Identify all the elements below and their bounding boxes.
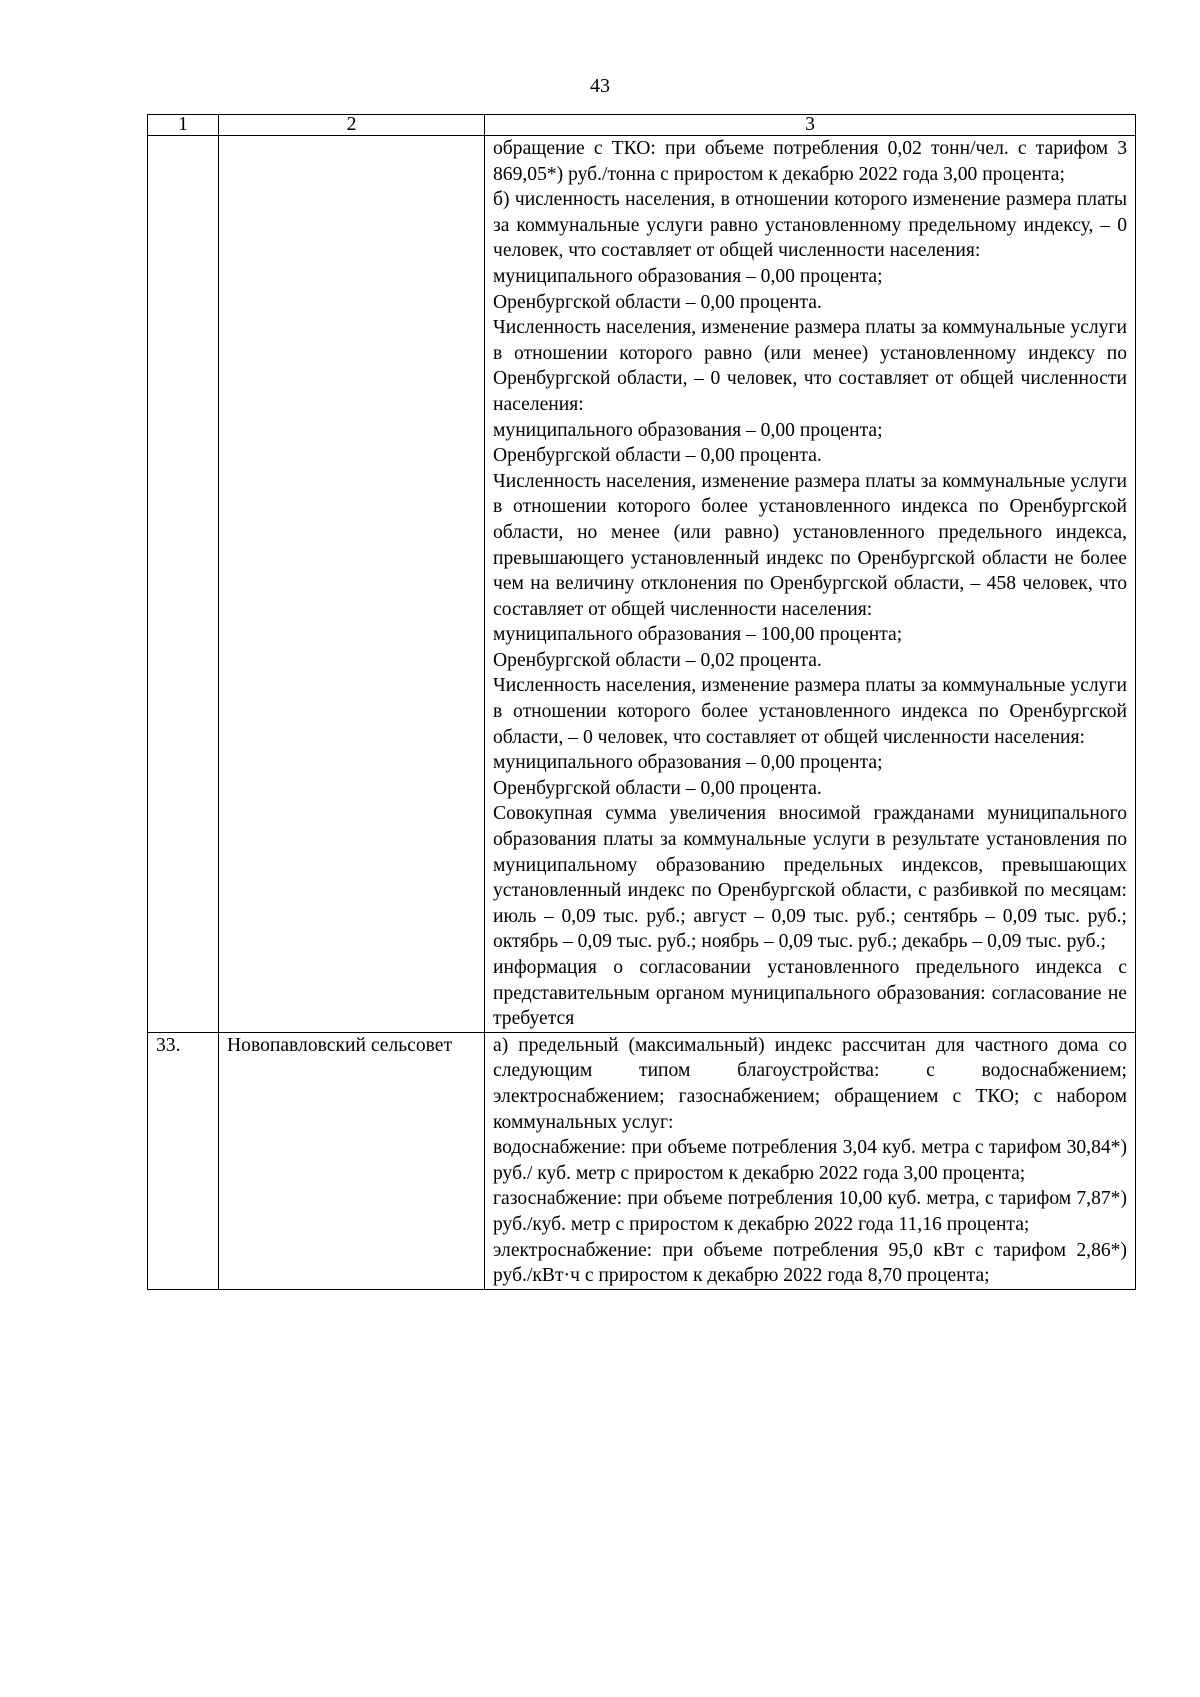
paragraph: Оренбургской области – 0,02 процента. [493, 649, 822, 671]
paragraph: Численность населения, изменение размера платы за коммунальные услуги в отношении которого более установленного индекса по Оренбургской области, но менее (или равно) установленного предельного индекса, превышающего установленный индекс по Оренбургской области не более чем на величину отклонения по Оренбургской области, – 458 человек, что составляет от общей численности населения: [493, 470, 1127, 620]
column-header-1: 1 [148, 115, 219, 136]
table-header-row [148, 115, 1136, 136]
paragraph: Оренбургской области – 0,00 процента. [493, 445, 822, 467]
paragraph: муниципального образования – 0,00 процента; [493, 265, 883, 287]
row-number-cell: 33. [148, 1032, 219, 1289]
paragraph: газоснабжение: при объеме потребления 10,00 куб. метра, с тарифом 7,87*) руб./куб. метр с приростом к декабрю 2022 года 11,16 процента; [493, 1188, 1127, 1235]
description-cell [485, 1032, 1136, 1289]
paragraph: б) численность населения, в отношении которого изменение размера платы за коммунальные услуги равно установленному предельному индексу, – 0 человек, что составляет от общей численности населения: [493, 189, 1127, 262]
page-number: 43 [590, 75, 610, 97]
column-header-2: 2 [219, 115, 485, 136]
paragraph: муниципального образования – 0,00 процента; [493, 419, 883, 441]
description-cell [485, 136, 1136, 1033]
table-row [148, 1032, 1136, 1289]
paragraph: муниципального образования – 100,00 процента; [493, 624, 903, 646]
municipality-name-cell: Новопавловский сельсовет [219, 1032, 485, 1289]
paragraph: Совокупная сумма увеличения вносимой гражданами муниципального образования платы за коммунальные услуги в результате установления по муниципальному образованию предельных индексов, превышающих установленный индекс по Оренбургской области, с разбивкой по месяцам: июль – 0,09 тыс. руб.; август – 0,09 тыс. руб.; сентябрь – 0,09 тыс. руб.; октябрь – 0,09 тыс. руб.; ноябрь – 0,09 тыс. руб.; декабрь – 0,09 тыс. руб.; [493, 803, 1127, 953]
paragraph: Оренбургской области – 0,00 процента. [493, 777, 822, 799]
paragraph: Численность населения, изменение размера платы за коммунальные услуги в отношении которого равно (или менее) установленному индексу по Оренбургской области, – 0 человек, что составляет от общей численности населения: [493, 317, 1127, 415]
column-header-3: 3 [485, 115, 1136, 136]
paragraph: обращение с ТКО: при объеме потребления 0,02 тонн/чел. с тарифом 3 869,05*) руб./тонна с приростом к декабрю 2022 года 3,00 процента; [493, 138, 1127, 185]
paragraph: Оренбургской области – 0,00 процента. [493, 291, 822, 313]
paragraph: электроснабжение: при объеме потребления 95,0 кВт с тарифом 2,86*) руб./кВт·ч с приростом к декабрю 2022 года 8,70 процента; [493, 1239, 1127, 1287]
paragraph: муниципального образования – 0,00 процента; [493, 752, 883, 774]
paragraph: а) предельный (максимальный) индекс рассчитан для частного дома со следующим типом благоустройства: с водоснабжением; электроснабжением; газоснабжением; обращением с ТКО; с набором коммунальных услуг: [493, 1034, 1127, 1133]
paragraph: информация о согласовании установленного предельного индекса с представительным органом муниципального образования: согласование не требуется [493, 957, 1127, 1030]
row-number-cell [148, 136, 219, 1033]
paragraph: водоснабжение: при объеме потребления 3,04 куб. метра с тарифом 30,84*) руб./ куб. метр с приростом к декабрю 2022 года 3,00 процента; [493, 1137, 1127, 1184]
table-row [148, 136, 1136, 1033]
data-table [147, 114, 1136, 1290]
municipality-name-cell [219, 136, 485, 1033]
paragraph: Численность населения, изменение размера платы за коммунальные услуги в отношении которого более установленного индекса по Оренбургской области, – 0 человек, что составляет от общей численности населения: [493, 675, 1127, 748]
